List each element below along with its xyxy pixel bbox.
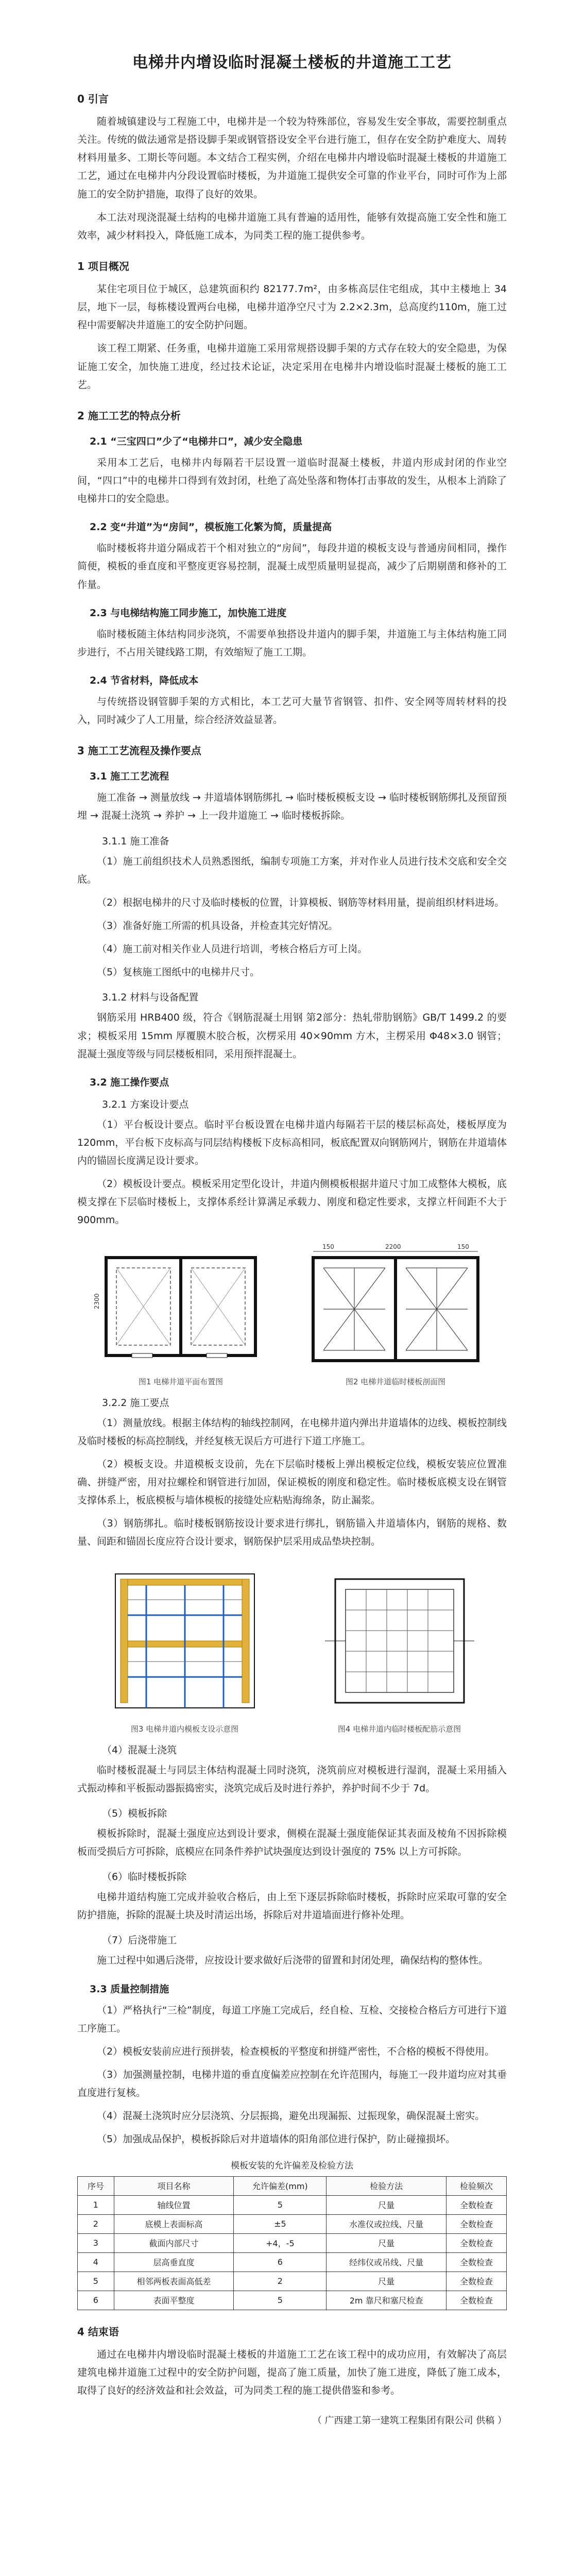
subsection-heading: 3.3 质量控制措施 [90, 1983, 169, 1995]
table-cell: 层高垂直度 [114, 2252, 234, 2272]
table-cell: 全数检查 [446, 2214, 506, 2233]
subsubsection-heading: 3.1.2 材料与设备配置 [102, 992, 199, 1004]
table-cell: 2 [234, 2272, 327, 2291]
table-cell: 5 [234, 2291, 327, 2310]
subsubsection-heading: 3.1.1 施工准备 [102, 835, 169, 847]
table-cell: 全数检查 [446, 2291, 506, 2310]
table-cell: 4 [78, 2252, 114, 2272]
table-cell: 轴线位置 [114, 2195, 234, 2214]
table-header-cell: 项目名称 [114, 2176, 234, 2195]
step-heading: （4）混凝土浇筑 [102, 1744, 177, 1756]
table-cell: 尺量 [327, 2233, 446, 2252]
tolerance-table [77, 2176, 507, 2310]
article-title: 电梯井内增设临时混凝土楼板的井道施工工艺 [132, 54, 452, 72]
material-paragraph: 钢筋采用 HRB400 级，符合《钢筋混凝土用钢 第2部分：热轧带肋钢筋》GB/T 1499.2 的要求；模板采用 15mm 厚覆膜木胶合板，次楞采用 40×90mm 方木，主楞采用 Φ48×3.0 钢管；混凝土强度等级与同层楼板相同，采用预拌混凝土。 [77, 1012, 507, 1060]
table-row [78, 2195, 507, 2214]
conclusion-paragraph: 通过在电梯井内增设临时混凝土楼板的井道施工工艺在该工程中的成功应用，有效解决了高层建筑电梯井道施工过程中的安全防护问题，提高了施工质量，加快了施工进度，降低了施工成本，取得了良好的经济效益和社会效益，可为同类工程的施工提供借鉴和参考。 [77, 2348, 507, 2396]
step-heading: （5）模板拆除 [102, 1807, 167, 1819]
feature-heading: 2.3 与电梯结构施工同步施工，加快施工进度 [90, 607, 287, 619]
figure-3 [100, 1564, 270, 1734]
table-row [78, 2233, 507, 2252]
slab-reinforcement-drawing [315, 1564, 485, 1718]
figure-caption: 图2 电梯井道临时楼板剖面图 [345, 1377, 446, 1386]
subsection-heading: 3.2 施工操作要点 [90, 1076, 169, 1088]
section-heading-conclusion: 4 结束语 [77, 2325, 119, 2338]
intro-paragraph: 本工法对现浇混凝土结构的电梯井道施工具有普遍的适用性，能够有效提高施工安全性和施工效率，减少材料投入，降低施工成本，为同类工程的施工提供参考。 [77, 211, 507, 241]
feature-paragraph: 临时楼板随主体结构同步浇筑，不需要单独搭设井道内的脚手架，井道施工与主体结构施工同步进行，不占用关键线路工期，有效缩短了施工工期。 [77, 628, 507, 658]
list-item: （3）准备好施工所需的机具设备，并检查其完好情况。 [97, 920, 338, 931]
table-cell: 经纬仪或吊线、尺量 [327, 2252, 446, 2272]
table-cell: 2m 靠尺和塞尺检查 [327, 2291, 446, 2310]
step-paragraph: 临时楼板混凝土与同层主体结构混凝土同时浇筑，浇筑前应对模板进行湿润，混凝土采用插入式振动棒和平板振动器振捣密实，浇筑完成后及时进行养护，养护时间不少于 7d。 [77, 1764, 507, 1794]
step-heading: （6）临时楼板拆除 [102, 1871, 187, 1883]
table-cell: 相邻两板表面高低差 [114, 2272, 234, 2291]
figure-caption: 图3 电梯井道内模板支设示意图 [130, 1724, 239, 1734]
temporary-slab-section-drawing [303, 1242, 488, 1371]
formwork-support-drawing [100, 1564, 270, 1718]
table-header-row [78, 2176, 507, 2195]
list-item: （5）复核施工图纸中的电梯井尺寸。 [97, 967, 260, 978]
list-item: （2）模板支设。井道模板支设前，先在下层临时楼板上弹出模板定位线，模板安装应位置准确、拼缝严密，用对拉螺栓和钢管进行加固，保证模板的刚度和稳定性。临时楼板底模支设在钢管支撑体系上，板底模板与墙体模板的接缝处应粘贴海绵条，防止漏浆。 [77, 1458, 507, 1506]
dimension-label: 2200 [385, 1243, 401, 1250]
table-cell: 5 [78, 2272, 114, 2291]
process-paragraph: 施工准备 → 测量放线 → 井道墙体钢筋绑扎 → 临时楼板模板支设 → 临时楼板钢筋绑扎及预留预埋 → 混凝土浇筑 → 养护 → 上一段井道施工 → 临时楼板拆除。 [77, 792, 507, 822]
elevator-shaft-plan-drawing [93, 1247, 266, 1371]
dimension-label: 150 [457, 1243, 469, 1250]
step-heading: （7）后浇带施工 [102, 1935, 177, 1946]
table-header-cell: 允许偏差(mm) [234, 2176, 327, 2195]
list-item: （3）钢筋绑扎。临时楼板钢筋按设计要求进行绑扎，钢筋锚入井道墙体内，钢筋的规格、数量、间距和锚固长度应符合设计要求，钢筋保护层采用成品垫块控制。 [77, 1518, 507, 1548]
table-cell: 6 [78, 2291, 114, 2310]
figure-2 [303, 1242, 488, 1387]
overview-paragraph: 某住宅项目位于城区，总建筑面积约 82177.7m²，由多栋高层住宅组成，其中主楼地上 34 层，地下一层，每栋楼设置两台电梯，电梯井道净空尺寸为 2.2×2.3m，总高度约110m，施工过程中需要解决井道施工的安全防护问题。 [77, 283, 507, 331]
table-cell: 截面内部尺寸 [114, 2233, 234, 2252]
list-item: （1）施工前组织技术人员熟悉图纸，编制专项施工方案，并对作业人员进行技术交底和安全交底。 [77, 855, 507, 885]
table-header-cell: 检验方法 [327, 2176, 446, 2195]
step-paragraph: 模板拆除时，混凝土强度应达到设计要求，侧模在混凝土强度能保证其表面及棱角不因拆除模板而受损后方可拆除，底模应在同条件养护试块强度达到设计强度的 75% 以上方可拆除。 [77, 1827, 507, 1858]
list-item: （3）加强测量控制，电梯井道的垂直度偏差应控制在允许范围内，每施工一段井道均应对其垂直度进行复核。 [77, 2069, 507, 2099]
table-header-cell: 序号 [78, 2176, 114, 2195]
figure-4 [315, 1564, 485, 1734]
feature-paragraph: 与传统搭设钢管脚手架的方式相比，本工艺可大量节省钢管、扣件、安全网等周转材料的投入，同时减少了人工用量，综合经济效益显著。 [77, 696, 507, 726]
dimension-label: 2300 [93, 1293, 100, 1309]
list-item: （5）加强成品保护，模板拆除后对井道墙体的阳角部位进行保护，防止碰撞损坏。 [97, 2133, 456, 2145]
table-cell: 水准仪或拉线、尺量 [327, 2214, 446, 2233]
table-cell: 6 [234, 2252, 327, 2272]
intro-paragraph: 随着城镇建设与工程施工中，电梯井是一个较为特殊部位，容易发生安全事故，需要控制重点关注。传统的做法通常是搭设脚手架或钢管搭设安全平台进行施工，但存在安全防护难度大、周转材料用量多、工期长等问题。本文结合工程实例，介绍在电梯井内增设临时混凝土楼板的井道施工工艺，通过在电梯井内分段设置临时楼板，为井道施工提供安全可靠的作业平台，同时可作为上部施工的安全防护措施，取得了良好的效果。 [77, 116, 507, 200]
table-cell: +4，-5 [234, 2233, 327, 2252]
article-source: （ 广西建工第一建筑工程集团有限公司 供稿 ） [312, 2415, 507, 2426]
list-item: （1）严格执行“三检”制度，每道工序施工完成后，经自检、互检、交接检合格后方可进行下道工序施工。 [77, 2004, 507, 2034]
table-cell: 表面平整度 [114, 2291, 234, 2310]
table-cell: 全数检查 [446, 2252, 506, 2272]
step-paragraph: 施工过程中如遇后浇带，应按设计要求做好后浇带的留置和封闭处理，确保结构的整体性。 [97, 1955, 489, 1967]
section-heading-features: 2 施工工艺的特点分析 [77, 409, 181, 422]
figure-1 [93, 1247, 266, 1387]
table-row [78, 2291, 507, 2310]
table-header-cell: 检验频次 [446, 2176, 506, 2195]
list-item: （2）模板设计要点。模板采用定型化设计，井道内侧模板根据井道尺寸加工成整体大模板，底模支撑在下层临时楼板上，支撑体系经计算满足承载力、刚度和稳定性要求，支撑立杆间距不大于 900mm。 [77, 1178, 507, 1226]
feature-paragraph: 采用本工艺后，电梯井内每隔若干层设置一道临时混凝土楼板，井道内形成封闭的作业空间，“四口”中的电梯井口得到有效封闭，杜绝了高处坠落和物体打击事故的发生，从根本上消除了电梯井口的安全隐患。 [77, 456, 507, 505]
feature-heading: 2.2 变“井道”为“房间”，模板施工化繁为简，质量提高 [90, 521, 332, 533]
table-row [78, 2272, 507, 2291]
table-cell: 1 [78, 2195, 114, 2214]
table-cell: 全数检查 [446, 2233, 506, 2252]
list-item: （2）根据电梯井的尺寸及临时楼板的位置，计算模板、钢筋等材料用量，提前组织材料进场。 [97, 896, 505, 908]
table-cell: ±5 [234, 2214, 327, 2233]
table-title: 模板安装的允许偏差及检验方法 [231, 2160, 353, 2171]
table-row [78, 2252, 507, 2272]
table-cell: 2 [78, 2214, 114, 2233]
section-heading-process: 3 施工工艺流程及操作要点 [77, 744, 201, 757]
list-item: （1）测量放线。根据主体结构的轴线控制网，在电梯井道内弹出井道墙体的边线、模板控制线及临时楼板的标高控制线，并经复核无误后方可进行下道工序施工。 [77, 1417, 507, 1447]
table-cell: 全数检查 [446, 2272, 506, 2291]
table-cell: 3 [78, 2233, 114, 2252]
list-item: （1）平台板设计要点。临时平台板设置在电梯井道内每隔若干层的楼层标高处，楼板厚度为 120mm，平台板下皮标高与同层结构楼板下皮标高相同，板底配置双向钢筋网片，钢筋在井道墙体内的锚固长度满足设计要求。 [77, 1118, 507, 1167]
list-item: （2）模板安装前应进行预拼装，检查模板的平整度和拼缝严密性，不合格的模板不得使用。 [97, 2045, 495, 2057]
list-item: （4）混凝土浇筑时应分层浇筑、分层振捣，避免出现漏振、过振现象，确保混凝土密实。 [97, 2110, 485, 2122]
table-cell: 全数检查 [446, 2195, 506, 2214]
table-cell: 底模上表面标高 [114, 2214, 234, 2233]
subsection-heading: 3.1 施工工艺流程 [90, 771, 169, 783]
feature-heading: 2.4 节省材料，降低成本 [90, 674, 199, 686]
section-heading-overview: 1 项目概况 [77, 260, 129, 273]
table-cell: 5 [234, 2195, 327, 2214]
section-heading-intro: 0 引言 [77, 93, 109, 105]
figure-row-1 [77, 1242, 507, 1387]
table-row [78, 2214, 507, 2233]
feature-heading: 2.1 “三宝四口”少了“电梯井口”，减少安全隐患 [90, 435, 303, 447]
feature-paragraph: 临时楼板将井道分隔成若干个相对独立的“房间”，每段井道的模板支设与普通房间相同，操作简便，模板的垂直度和平整度更容易控制，混凝土成型质量明显提高，减少了后期剔凿和修补的工作量。 [77, 543, 507, 590]
subsubsection-heading: 3.2.2 施工要点 [102, 1397, 169, 1409]
dimension-label: 150 [322, 1243, 334, 1250]
step-paragraph: 电梯井道结构施工完成并验收合格后，由上至下逐层拆除临时楼板，拆除时应采取可靠的安全防护措施，拆除的混凝土块及时清运出场，拆除后对井道墙面进行修补处理。 [77, 1891, 507, 1921]
figure-caption: 图1 电梯井道平面布置图 [138, 1377, 224, 1386]
subsubsection-heading: 3.2.1 方案设计要点 [102, 1098, 189, 1110]
table-cell: 尺量 [327, 2272, 446, 2291]
list-item: （4）施工前对相关作业人员进行培训，考核合格后方可上岗。 [97, 943, 368, 955]
overview-paragraph: 该工程工期紧、任务重，电梯井道施工采用常规搭设脚手架的方式存在较大的安全隐患，为保证施工安全，加快施工进度，经过技术论证，决定采用在电梯井内增设临时混凝土楼板的施工工艺。 [77, 343, 507, 391]
figure-row-2 [77, 1564, 507, 1734]
table-cell: 尺量 [327, 2195, 446, 2214]
figure-caption: 图4 电梯井道内临时楼板配筋示意图 [337, 1724, 461, 1734]
